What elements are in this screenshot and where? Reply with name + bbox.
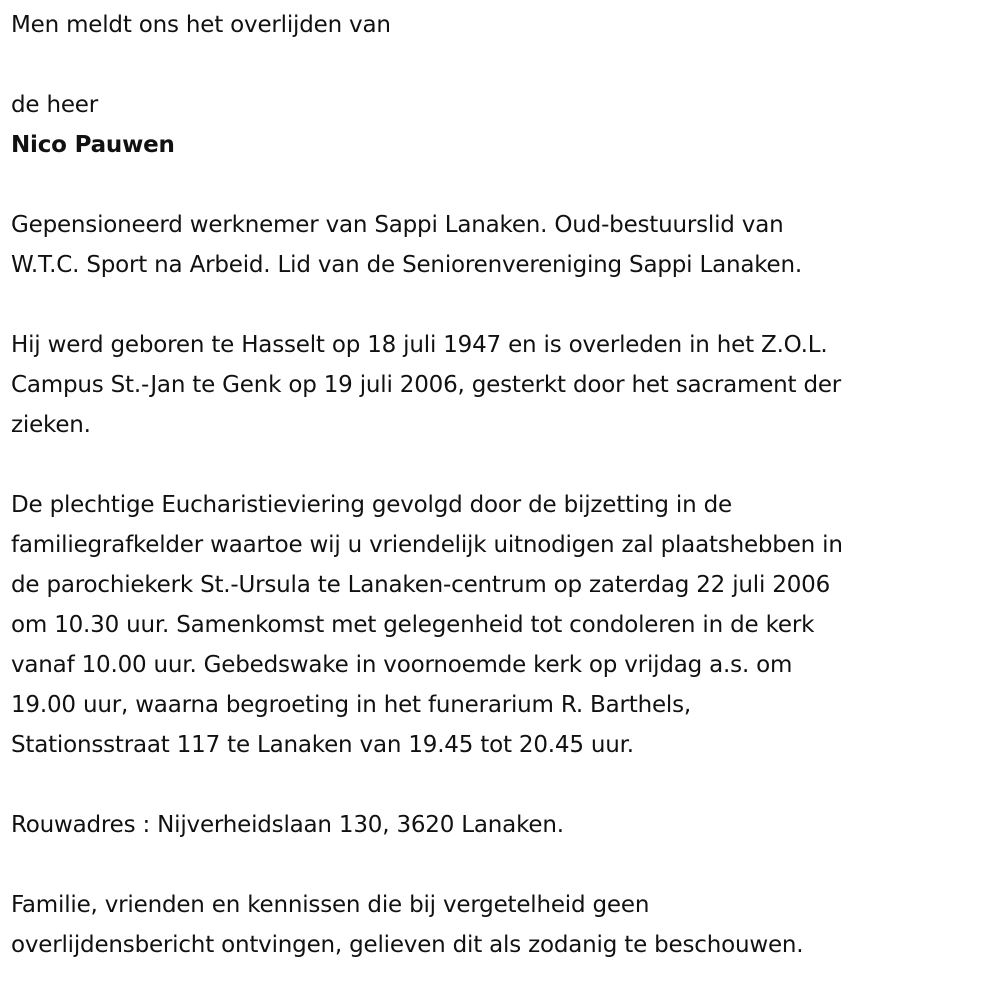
birth-death-line: Campus St.-Jan te Genk op 19 juli 2006, gesterkt door het sacrament der	[11, 372, 842, 398]
closing-line: Familie, vrienden en kennissen die bij vergetelheid geen	[11, 892, 650, 918]
ceremony-line: familiegrafkelder waartoe wij u vriendelijk uitnodigen zal plaatshebben in	[11, 532, 843, 558]
birth-death-paragraph	[11, 325, 996, 445]
intro-text: Men meldt ons het overlijden van	[11, 12, 391, 38]
ceremony-line: De plechtige Eucharistieviering gevolgd door de bijzetting in de	[11, 492, 732, 518]
affiliations-paragraph	[11, 205, 996, 285]
birth-death-line: Hij werd geboren te Hasselt op 18 juli 1947 en is overleden in het Z.O.L.	[11, 332, 828, 358]
spacer	[11, 765, 996, 805]
closing-paragraph	[11, 885, 996, 965]
birth-death-line: zieken.	[11, 412, 91, 438]
spacer	[11, 285, 996, 325]
ceremony-line: om 10.30 uur. Samenkomst met gelegenheid tot condoleren in de kerk	[11, 612, 815, 638]
spacer	[11, 45, 996, 85]
ceremony-line: vanaf 10.00 uur. Gebedswake in voornoemde kerk op vrijdag a.s. om	[11, 652, 793, 678]
ceremony-paragraph	[11, 485, 996, 765]
ceremony-line: de parochiekerk St.-Ursula te Lanaken-centrum op zaterdag 22 juli 2006	[11, 572, 831, 598]
spacer	[11, 845, 996, 885]
ceremony-line: 19.00 uur, waarna begroeting in het funerarium R. Barthels,	[11, 692, 692, 718]
ceremony-line: Stationsstraat 117 te Lanaken van 19.45 tot 20.45 uur.	[11, 732, 634, 758]
deceased-name: Nico Pauwen	[11, 132, 175, 158]
death-notice	[11, 5, 996, 965]
affiliations-line: Gepensioneerd werknemer van Sappi Lanaken. Oud-bestuurslid van	[11, 212, 784, 238]
spacer	[11, 165, 996, 205]
mourning-address: Rouwadres : Nijverheidslaan 130, 3620 Lanaken.	[11, 812, 564, 838]
affiliations-line: W.T.C. Sport na Arbeid. Lid van de Seniorenvereniging Sappi Lanaken.	[11, 252, 802, 278]
spacer	[11, 445, 996, 485]
closing-line: overlijdensbericht ontvingen, gelieven dit als zodanig te beschouwen.	[11, 932, 804, 958]
salutation: de heer	[11, 92, 98, 118]
